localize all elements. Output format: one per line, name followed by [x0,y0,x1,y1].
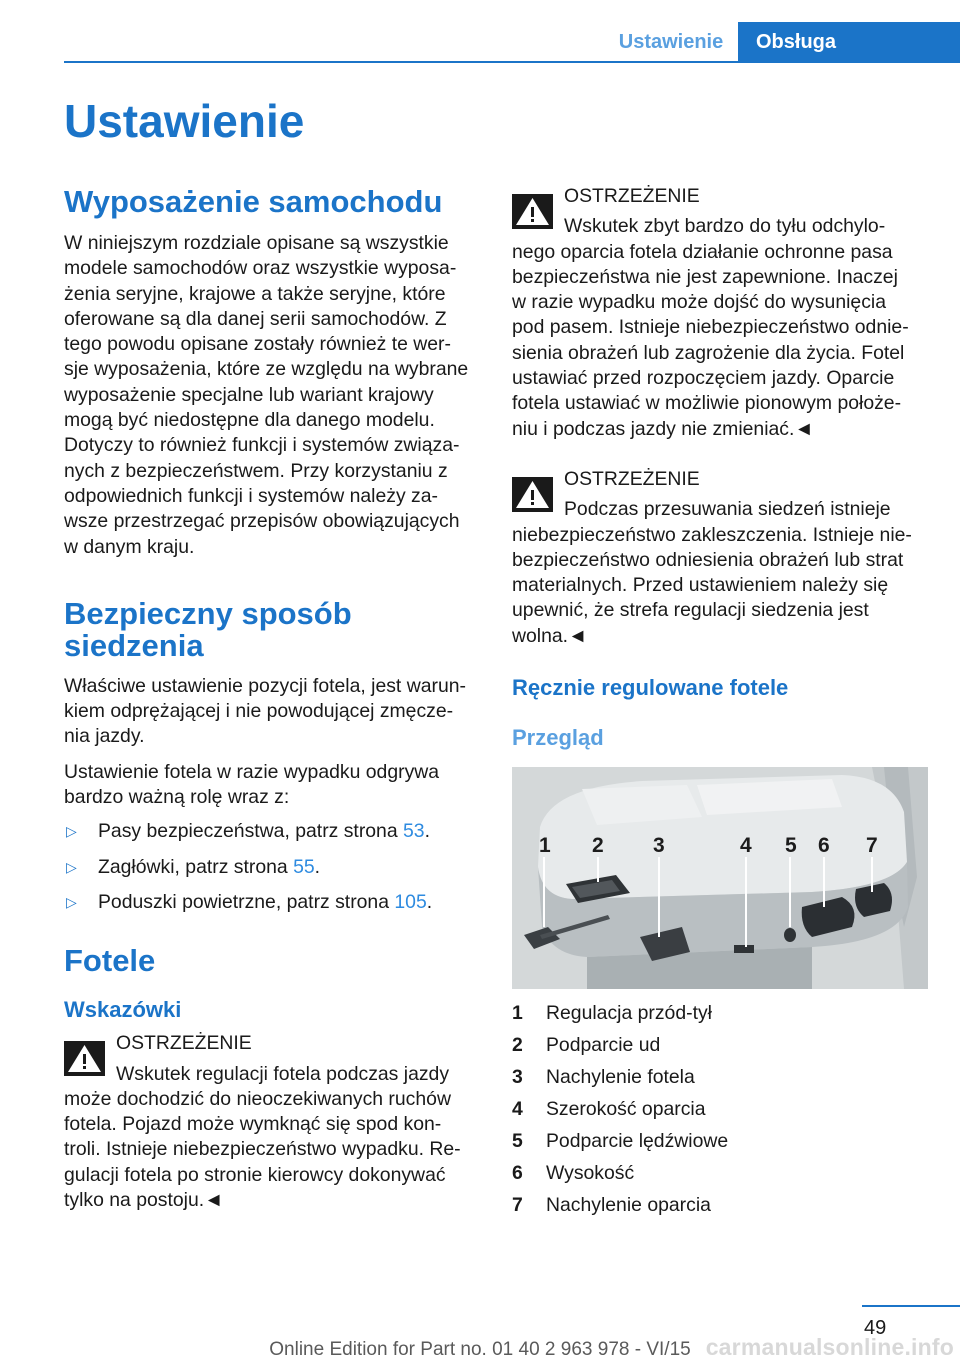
warning-title: OSTRZEŻENIE [564,467,700,490]
text-line: niebezpieczeństwo zakleszczenia. Istnieje nie- [512,523,912,546]
text-line: Wskutek regulacji fotela podczas jazdy [116,1062,450,1085]
legend-label: Nachylenie fotela [546,1066,695,1089]
legend-item [512,1190,927,1222]
warning-title: OSTRZEŻENIE [564,185,700,207]
text-line: ustawiać przed rozpoczęciem jazdy. Oparcie [512,367,895,390]
legend-label: Nachylenie oparcia [546,1194,711,1217]
text-line: Właściwe ustawienie pozycji fotela, jest warun- [64,674,466,697]
text-line: bezpieczeństwo odniesienia obrażeń lub strat [512,548,904,571]
chapter-tabs [604,22,960,62]
text-line: w razie wypadku może dojść do wysunięcia [512,291,886,314]
text-line: modele samochodów oraz wszystkie wyposa- [64,257,457,280]
legend-label: Regulacja przód-tył [546,1002,712,1025]
figure-label-2: 2 [592,834,604,858]
text-line: fotela ustawiać w możliwie pionowym położe- [512,392,902,415]
text-line: kiem odprężającej i nie powodującej zmęcze- [64,700,454,723]
text-line: wolna.◄ [512,624,588,647]
text-line: sje wyposażenia, które ze względu na wybrane [64,358,469,381]
text-line: może dochodzić do nieoczekiwanych ruchów [64,1087,451,1110]
text-line: bardzo ważną rolę wraz z: [64,786,290,809]
legend-item [512,1094,927,1126]
text-line: niu i podczas jazdy nie zmieniać.◄ [512,417,814,440]
heading-seats: Fotele [64,943,156,979]
watermark: carmanualsonline.info [705,1334,954,1360]
list-item [64,890,479,915]
tab-obsluga[interactable]: Obsługa [738,22,960,62]
text-line: nia jazdy. [64,725,145,748]
equipment-paragraph [64,231,479,560]
heading-safe-seating [64,595,479,663]
list-item-label: Zagłówki, patrz strona [98,855,294,878]
figure-label-5: 5 [785,834,797,858]
text-line: tylko na postoju.◄ [64,1189,224,1212]
text-line: żenia seryjne, krajowe a także seryjne, które [64,282,446,305]
text-line: W niniejszym rozdziale opisane są wszystkie [64,232,449,254]
safe-paragraph [64,674,479,750]
text-line: Podczas przesuwania siedzeń istnieje [564,498,891,521]
heading-equipment: Wyposażenie samochodu [64,184,443,219]
text-line: odpowiednich funkcji i systemów należy za- [64,484,438,507]
legend-number: 6 [512,1162,523,1185]
edition-footer: Online Edition for Part no. 01 40 2 963 978 - VI/15 [269,1339,691,1360]
heading-overview: Przegląd [512,725,604,751]
heading-line: siedzenia [64,627,204,663]
warning-triangle-icon [512,477,553,512]
seat-controls-figure [512,767,928,989]
heading-line: Bezpieczny sposób [64,595,352,631]
legend-number: 3 [512,1066,523,1089]
text-line: Dotyczy to również funkcji i systemów związa- [64,434,460,457]
text-line: bezpieczeństwa nie jest zapewnione. Inaczej [512,265,898,288]
warning-triangle-icon [64,1041,105,1076]
list-item-text [98,819,430,844]
heading-notes: Wskazówki [64,997,182,1023]
triangle-bullet-icon: ▷ [66,893,77,910]
legend-item [512,998,927,1030]
text-line: tego powodu opisane zostały również te wer- [64,333,451,356]
text-line: oferowane są dla danej serii samochodów. Z [64,307,447,330]
legend-number: 2 [512,1034,523,1057]
right-column [512,184,927,1222]
page-link-53[interactable]: 53 [403,820,425,843]
legend-number: 4 [512,1098,523,1121]
warning-backrest-recline [512,184,927,442]
legend-item [512,1062,927,1094]
text-line: pod pasem. Istnieje niebezpieczeństwo odnie- [512,316,909,339]
legend-label: Podparcie ud [546,1034,661,1057]
warning-seat-adjust-driving [64,1031,479,1213]
legend-label: Szerokość oparcia [546,1098,706,1121]
text-line: Ustawienie fotela w razie wypadku odgrywa [64,760,440,783]
seat-illustration [512,767,928,989]
punctuation: . [314,855,321,878]
heading-manual-seats: Ręcznie regulowane fotele [512,675,789,701]
page-number: 49 [864,1317,887,1339]
list-item-text [98,890,432,915]
footer-rule [862,1305,960,1307]
figure-legend [512,998,927,1222]
list-item-label: Pasy bezpieczeństwa, patrz strona [98,820,404,843]
triangle-bullet-icon: ▷ [66,823,77,840]
list-item-label: Poduszki powietrzne, patrz strona [98,890,395,913]
text-line: upewnić, że strefa regulacji siedzenia jest [512,599,869,622]
figure-label-3: 3 [653,834,665,858]
figure-label-6: 6 [818,834,830,858]
text-line: materialnych. Przed ustawieniem należy się [512,574,889,597]
text-line: mogą być niedostępne dla danego modelu. [64,409,435,432]
legend-number: 5 [512,1130,523,1153]
text-line: sienia obrażeń lub zagrożenie dla życia. Fotel [512,341,905,364]
legend-label: Wysokość [546,1162,635,1185]
legend-item [512,1158,927,1190]
text-line: nych z bezpieczeństwem. Przy korzystaniu z [64,459,448,482]
left-column [64,184,479,1213]
text-line: gulacji fotela po stronie kierowcy dokonywać [64,1163,446,1186]
header-rule [64,61,960,63]
text-line: troli. Istnieje niebezpieczeństwo wypadku. Re- [64,1138,461,1161]
legend-label: Podparcie lędźwiowe [546,1130,729,1153]
page-link-105[interactable]: 105 [394,890,427,913]
list-item-text [98,855,320,880]
tab-ustawienie[interactable]: Ustawienie [618,30,724,53]
list-item [64,855,479,880]
page-title: Ustawienie [64,95,305,147]
legend-item [512,1030,927,1062]
punctuation: . [426,890,433,913]
figure-label-4: 4 [740,834,752,858]
punctuation: . [424,820,430,843]
text-line: wsze przestrzegać przepisów obowiązujących [64,510,460,533]
figure-label-7: 7 [866,834,878,858]
list-item [64,819,479,844]
triangle-bullet-icon: ▷ [66,858,77,875]
safe-intro-paragraph [64,760,479,811]
warning-title: OSTRZEŻENIE [116,1032,252,1055]
warning-triangle-icon [512,194,553,229]
text-line: fotela. Pojazd może wymknąć się spod kon- [64,1113,442,1136]
legend-item [512,1126,927,1158]
text-line: wyposażenie specjalne lub wariant krajowy [64,383,434,406]
text-line: w danym kraju. [64,535,195,558]
safety-list [64,819,479,915]
warning-pinching [512,467,927,649]
page-link-55[interactable]: 55 [293,855,315,878]
legend-number: 7 [512,1194,523,1217]
text-line: Wskutek zbyt bardzo do tyłu odchylo- [564,215,886,238]
figure-label-1: 1 [539,834,551,858]
text-line: nego oparcia fotela działanie ochronne pasa [512,240,893,263]
legend-number: 1 [512,1002,523,1025]
